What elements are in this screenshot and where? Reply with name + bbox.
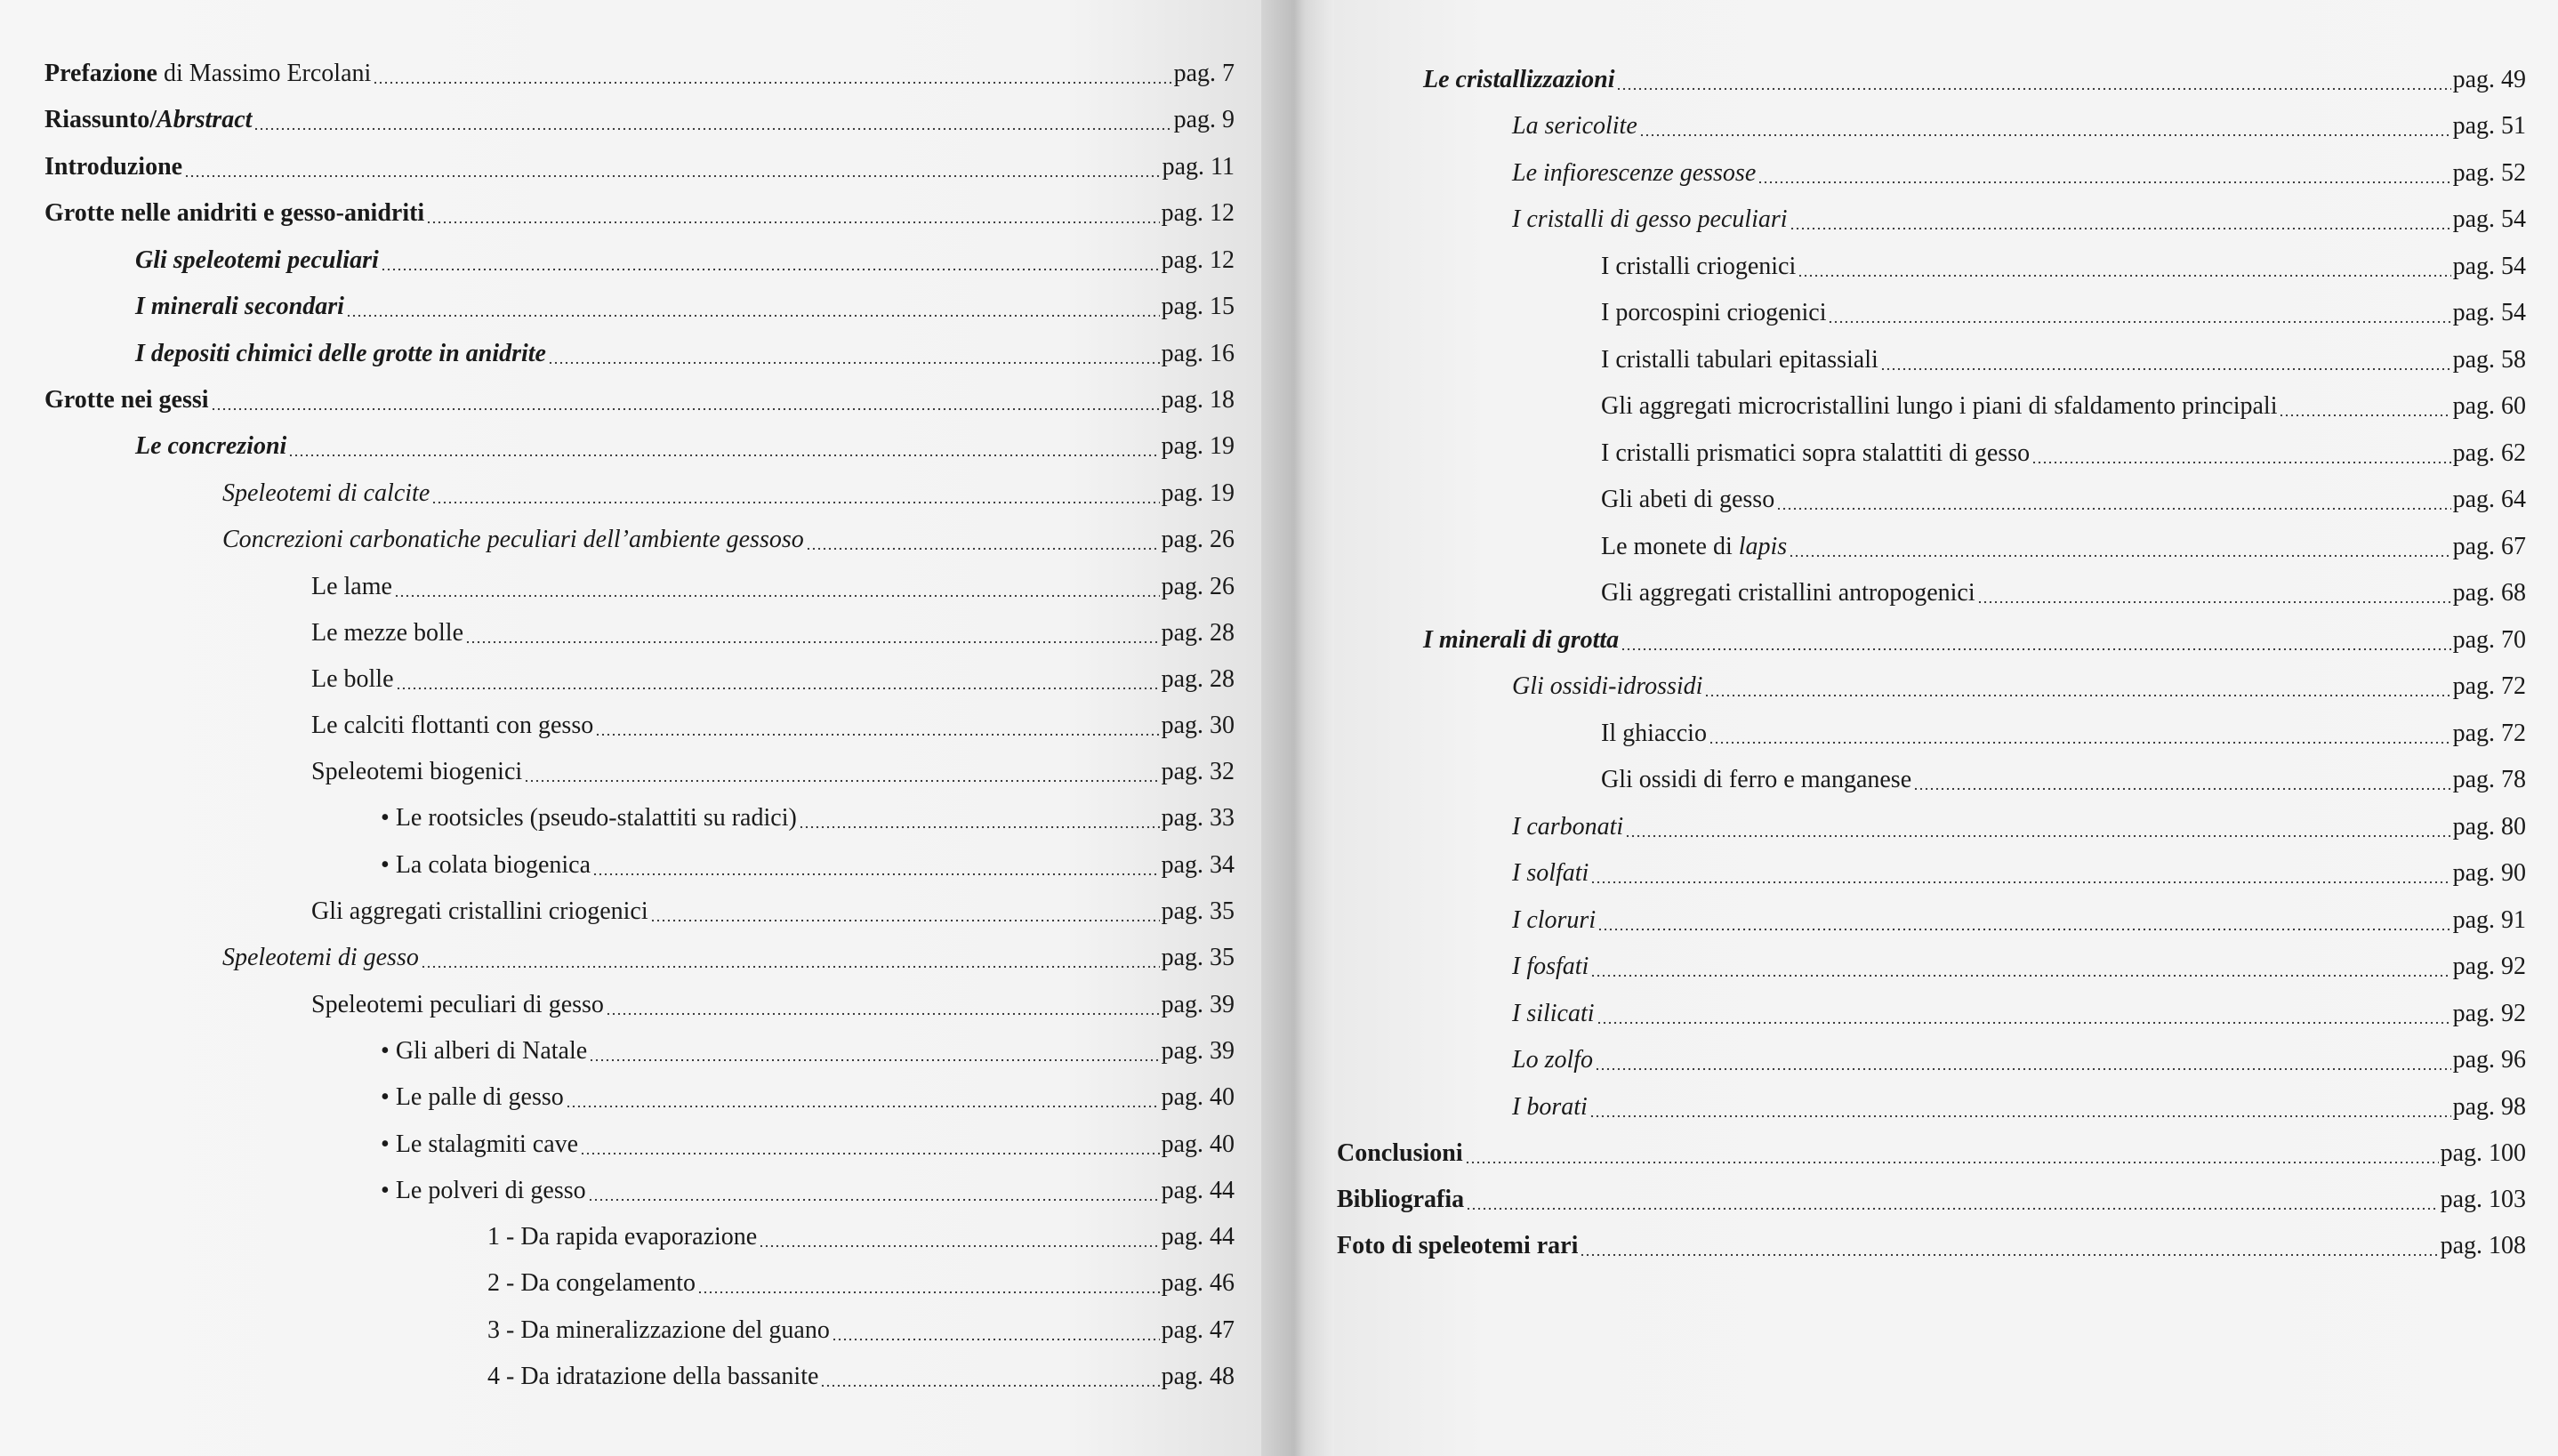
toc-title-text: I solfati <box>1512 859 1589 887</box>
toc-entry-le-polveri-di-gesso <box>381 1171 1235 1207</box>
toc-title-text: 3 - Da mineralizzazione del guano <box>487 1316 830 1344</box>
toc-page-number: pag. 49 <box>2452 66 2526 93</box>
toc-title-text: Grotte nelle anidriti e gesso-anidriti <box>44 199 425 227</box>
toc-title <box>1512 671 1702 703</box>
toc-page-number: pag. 9 <box>1173 106 1235 133</box>
toc-title <box>487 1315 830 1347</box>
toc-title <box>44 151 182 183</box>
toc-title <box>381 802 797 834</box>
toc-page-number: pag. 40 <box>1161 1083 1235 1111</box>
book-gutter <box>1261 0 1334 1456</box>
toc-entry-grotte-nei-gessi <box>44 381 1235 416</box>
toc-page-number: pag. 96 <box>2452 1046 2526 1074</box>
toc-entry-speleotemi-biogenici <box>311 752 1235 788</box>
toc-title-text: Le mezze bolle <box>311 619 464 647</box>
toc-title <box>1601 577 1975 609</box>
dot-leader <box>1580 1234 2438 1257</box>
toc-page-number: pag. 35 <box>1161 944 1235 971</box>
toc-title-text: La colata biogenica <box>395 851 591 879</box>
toc-page-number: pag. 15 <box>1161 293 1235 320</box>
toc-page-number: pag. 90 <box>2452 859 2526 887</box>
toc-title <box>135 338 546 370</box>
toc-title-text: Prefazione <box>44 60 157 87</box>
toc-entry-la-sericolite <box>1512 107 2526 142</box>
dot-leader <box>2031 441 2450 464</box>
toc-title-text: I cristalli criogenici <box>1601 253 1797 280</box>
dot-leader <box>1625 815 2450 838</box>
table-of-contents-right <box>1334 0 2558 1456</box>
toc-page-number: pag. 30 <box>1161 712 1235 739</box>
dot-leader <box>697 1271 1160 1294</box>
toc-entry-i-cristalli-criogenici <box>1601 247 2526 283</box>
toc-page-number: pag. 72 <box>2452 672 2526 700</box>
toc-title-text: Le monete di <box>1601 533 1739 560</box>
toc-page-number: pag. 34 <box>1161 851 1235 879</box>
toc-page-number: pag. 103 <box>2440 1186 2526 1213</box>
toc-title-text: Le polveri di gesso <box>395 1177 586 1204</box>
dot-leader <box>548 342 1160 365</box>
toc-title-text: I cristalli prismatici sopra stalattiti di gesso <box>1601 439 2031 467</box>
toc-entry-la-colata-biogenica <box>381 846 1235 881</box>
toc-title <box>1337 1138 1463 1170</box>
left-page <box>0 0 1261 1456</box>
dot-leader <box>288 434 1159 457</box>
toc-entry-le-concrezioni <box>135 427 1235 463</box>
toc-entry-i-cloruri <box>1512 901 2526 937</box>
dot-leader <box>820 1364 1159 1388</box>
dot-leader <box>465 621 1160 644</box>
dot-leader <box>592 853 1160 876</box>
toc-entry-le-lame <box>311 567 1235 603</box>
toc-title <box>135 245 379 277</box>
dot-leader <box>1639 114 2451 137</box>
toc-entry-prefazione <box>44 54 1235 90</box>
toc-title <box>1423 624 1619 656</box>
toc-title <box>1601 718 1707 750</box>
toc-page-number: pag. 47 <box>1161 1316 1235 1344</box>
toc-title <box>1512 204 1788 236</box>
toc-entry-i-solfati <box>1512 854 2526 889</box>
toc-title-text: Gli speleotemi peculiari <box>135 246 379 274</box>
toc-entry-gli-aggregati-cristallini-antropogenici <box>1601 574 2526 609</box>
toc-entry-grotte-nelle-anidriti-e-gesso-anidriti <box>44 194 1235 229</box>
toc-title-text: I cristalli di gesso peculiari <box>1512 205 1788 233</box>
toc-entry-speleotemi-di-gesso <box>222 938 1235 974</box>
toc-page-number: pag. 70 <box>2452 626 2526 654</box>
toc-page-number: pag. 60 <box>2452 392 2526 420</box>
toc-title <box>311 710 593 742</box>
toc-title <box>487 1221 757 1253</box>
toc-entry-3-da-mineralizzazione-del-guano <box>487 1311 1235 1347</box>
toc-title-text: Gli abeti di gesso <box>1601 486 1775 513</box>
toc-title-text: Lo zolfo <box>1512 1046 1594 1074</box>
toc-entry-i-minerali-secondari <box>135 287 1235 323</box>
toc-entry-le-palle-di-gesso <box>381 1078 1235 1114</box>
toc-title-suffix: di Massimo Ercolani <box>157 60 372 87</box>
toc-entry-i-cristalli-prismatici-sopra-stalattiti- <box>1601 434 2526 470</box>
toc-entry-gli-ossidi-di-ferro-e-manganese <box>1601 760 2526 796</box>
toc-title-text: Concrezioni carbonatiche peculiari dell’ambiente gessoso <box>222 526 804 553</box>
toc-title-text: Grotte nei gessi <box>44 386 209 414</box>
toc-page-number: pag. 72 <box>2452 720 2526 747</box>
toc-title <box>1512 1044 1593 1076</box>
toc-title-text: 4 - Da idratazione della bassanite <box>487 1363 819 1390</box>
toc-entry-gli-aggregati-cristallini-criogenici <box>311 892 1235 928</box>
toc-title <box>1512 951 1589 983</box>
toc-title-text: Gli ossidi-idrossidi <box>1512 672 1703 700</box>
dot-leader <box>394 575 1160 598</box>
dot-leader <box>606 993 1160 1016</box>
dot-leader <box>589 1039 1159 1062</box>
toc-title-text: I minerali secondari <box>135 293 344 320</box>
dot-leader <box>1776 487 2450 511</box>
toc-page-number: pag. 19 <box>1161 432 1235 460</box>
dot-leader <box>1597 908 2450 931</box>
toc-title-text: Bibliografia <box>1337 1186 1465 1213</box>
toc-title <box>1512 1091 1588 1123</box>
toc-title <box>1512 811 1623 843</box>
dot-leader <box>1798 254 2450 278</box>
toc-title <box>381 849 591 881</box>
toc-entry-foto-di-speleotemi-rari <box>1337 1227 2526 1262</box>
dot-leader <box>1621 628 2450 651</box>
toc-entry-le-bolle <box>311 660 1235 696</box>
toc-entry-le-monete-di <box>1601 527 2526 563</box>
toc-entry-gli-speleotemi-peculiari <box>135 241 1235 277</box>
toc-title <box>1601 764 1911 796</box>
toc-page-number: pag. 98 <box>2452 1093 2526 1121</box>
toc-title-text: Gli aggregati cristallini antropogenici <box>1601 579 1975 607</box>
toc-entry-i-minerali-di-grotta <box>1423 621 2526 656</box>
toc-page-number: pag. 44 <box>1161 1223 1235 1251</box>
toc-title <box>487 1267 696 1299</box>
toc-title <box>311 989 604 1021</box>
toc-page-number: pag. 64 <box>2452 486 2526 513</box>
toc-page-number: pag. 92 <box>2452 1000 2526 1027</box>
dot-leader <box>1595 1048 2451 1071</box>
dot-leader <box>1704 674 2450 697</box>
toc-page-number: pag. 62 <box>2452 439 2526 467</box>
dot-leader <box>211 388 1160 411</box>
toc-title-text: Speleotemi di calcite <box>222 479 430 507</box>
toc-title-text: I cloruri <box>1512 906 1597 934</box>
toc-title-text: I cristalli tabulari epitassiali <box>1601 346 1878 374</box>
toc-title-text: Introduzione <box>44 153 183 181</box>
toc-page-number: pag. 91 <box>2452 906 2526 934</box>
toc-entry-speleotemi-peculiari-di-gesso <box>311 985 1235 1021</box>
toc-title-text: Le bolle <box>311 665 394 693</box>
toc-title <box>1601 531 1787 563</box>
toc-title-text: I depositi chimici delle grotte in anidrite <box>135 340 546 367</box>
dot-leader <box>524 760 1159 783</box>
toc-title <box>381 1175 586 1207</box>
toc-title <box>381 1082 564 1114</box>
toc-entry-i-porcospini-criogenici <box>1601 294 2526 329</box>
dot-leader <box>2279 394 2450 417</box>
toc-title <box>44 104 252 136</box>
dot-leader <box>580 1132 1160 1155</box>
dot-leader <box>588 1178 1160 1202</box>
toc-title-text: Riassunto/ <box>44 106 157 133</box>
toc-title <box>1423 64 1614 96</box>
toc-page-number: pag. 108 <box>2440 1232 2526 1259</box>
table-of-contents-left <box>0 0 1261 1456</box>
toc-entry-i-carbonati <box>1512 808 2526 843</box>
toc-title <box>44 384 209 416</box>
toc-title <box>1601 390 2277 422</box>
toc-page-number: pag. 54 <box>2452 299 2526 326</box>
toc-title <box>1337 1184 1464 1216</box>
toc-entry-4-da-idratazione-della-bassanite <box>487 1357 1235 1393</box>
toc-page-number: pag. 54 <box>2452 205 2526 233</box>
toc-entry-i-fosfati <box>1512 947 2526 983</box>
toc-entry-i-silicati <box>1512 994 2526 1030</box>
toc-title <box>1512 857 1589 889</box>
toc-title-text: Gli aggregati microcristallini lungo i piani di sfaldamento principali <box>1601 392 2278 420</box>
toc-title-text: I fosfati <box>1512 953 1589 980</box>
dot-leader <box>799 806 1160 829</box>
dot-leader <box>595 713 1159 736</box>
toc-title-text: Le lame <box>311 573 392 600</box>
toc-page-number: pag. 39 <box>1161 991 1235 1018</box>
toc-page-number: pag. 92 <box>2452 953 2526 980</box>
toc-title-text: I porcospini criogenici <box>1601 299 1827 326</box>
dot-leader <box>650 899 1160 922</box>
toc-title <box>222 524 804 556</box>
toc-title <box>381 1129 578 1161</box>
toc-title <box>1601 438 2030 470</box>
toc-entry-lo-zolfo <box>1512 1041 2526 1076</box>
toc-entry-i-cristalli-tabulari-epitassiali <box>1601 341 2526 376</box>
toc-page-number: pag. 26 <box>1161 573 1235 600</box>
toc-page-number: pag. 44 <box>1161 1177 1235 1204</box>
toc-page-number: pag. 39 <box>1161 1037 1235 1065</box>
dot-leader <box>1597 1002 2451 1025</box>
toc-title <box>1601 344 1878 376</box>
toc-page-number: pag. 16 <box>1161 340 1235 367</box>
toc-page-number: pag. 19 <box>1161 479 1235 507</box>
toc-title <box>1512 157 1756 189</box>
dot-leader <box>184 155 1161 178</box>
dot-leader <box>832 1318 1160 1341</box>
toc-page-number: pag. 46 <box>1161 1269 1235 1297</box>
toc-title-text: Foto di speleotemi rari <box>1337 1232 1579 1259</box>
toc-entry-i-cristalli-di-gesso-peculiari <box>1512 200 2526 236</box>
dot-leader <box>1616 68 2450 91</box>
toc-title-text: I silicati <box>1512 1000 1595 1027</box>
dot-leader <box>426 201 1159 224</box>
dot-leader <box>806 527 1160 551</box>
toc-title-text: Le concrezioni <box>135 432 287 460</box>
toc-title-text: I borati <box>1512 1093 1588 1121</box>
toc-title-italic-suffix: lapis <box>1738 533 1788 560</box>
dot-leader <box>1977 581 2451 604</box>
toc-entry-le-calciti-flottanti-con-gesso <box>311 706 1235 742</box>
toc-page-number: pag. 58 <box>2452 346 2526 374</box>
toc-title <box>311 664 394 696</box>
toc-title-italic-suffix: Abrstract <box>157 106 253 133</box>
dot-leader <box>759 1225 1159 1248</box>
toc-page-number: pag. 28 <box>1161 665 1235 693</box>
toc-title-text: Le palle di gesso <box>395 1083 564 1111</box>
toc-page-number: pag. 12 <box>1161 199 1235 227</box>
toc-entry-le-stalagmiti-cave <box>381 1125 1235 1161</box>
toc-title <box>222 942 419 974</box>
toc-title <box>222 478 430 510</box>
toc-entry-2-da-congelamento <box>487 1264 1235 1299</box>
toc-title-text: Le calciti flottanti con gesso <box>311 712 594 739</box>
dot-leader <box>1880 348 2451 371</box>
dot-leader <box>1758 161 2450 184</box>
toc-title <box>135 430 286 463</box>
toc-page-number: pag. 32 <box>1161 758 1235 785</box>
toc-entry-1-da-rapida-evaporazione <box>487 1218 1235 1253</box>
toc-title <box>311 571 392 603</box>
toc-page-number: pag. 11 <box>1162 153 1235 181</box>
toc-title <box>381 1035 587 1067</box>
toc-title-text: Il ghiaccio <box>1601 720 1707 747</box>
toc-entry-concrezioni-carbonatiche-peculiari-dell- <box>222 520 1235 556</box>
right-page <box>1334 0 2558 1456</box>
toc-title-text: Le stalagmiti cave <box>395 1130 579 1158</box>
dot-leader <box>253 108 1171 131</box>
toc-title <box>1601 484 1774 516</box>
toc-page-number: pag. 33 <box>1161 804 1235 832</box>
toc-title-text: Le cristallizzazioni <box>1423 66 1615 93</box>
toc-entry-il-ghiaccio <box>1601 714 2526 750</box>
dot-leader <box>346 294 1160 318</box>
toc-entry-introduzione <box>44 148 1235 183</box>
toc-entry-le-rootsicles-pseudo-stalattiti-su-radic <box>381 799 1235 834</box>
toc-entry-gli-alberi-di-natale <box>381 1032 1235 1067</box>
toc-page-number: pag. 40 <box>1161 1130 1235 1158</box>
dot-leader <box>1789 535 2450 558</box>
toc-title-text: La sericolite <box>1512 112 1637 140</box>
toc-title <box>44 197 424 229</box>
toc-page-number: pag. 54 <box>2452 253 2526 280</box>
toc-page-number: pag. 68 <box>2452 579 2526 607</box>
toc-entry-le-mezze-bolle <box>311 614 1235 649</box>
toc-page-number: pag. 67 <box>2452 533 2526 560</box>
toc-title <box>311 896 648 928</box>
toc-entry-le-infiorescenze-gessose <box>1512 154 2526 189</box>
toc-entry-le-cristallizzazioni <box>1423 60 2526 96</box>
toc-title <box>135 291 344 323</box>
toc-title-text: Speleotemi peculiari di gesso <box>311 991 604 1018</box>
toc-entry-gli-ossidi-idrossidi <box>1512 667 2526 703</box>
dot-leader <box>1790 207 2451 230</box>
toc-title-text: Speleotemi biogenici <box>311 758 523 785</box>
toc-page-number: pag. 7 <box>1173 60 1235 87</box>
toc-title-text: I carbonati <box>1512 813 1624 841</box>
toc-title-text: Speleotemi di gesso <box>222 944 419 971</box>
toc-entry-riassunto <box>44 101 1235 136</box>
toc-page-number: pag. 18 <box>1161 386 1235 414</box>
toc-page-number: pag. 12 <box>1161 246 1235 274</box>
toc-entry-i-depositi-chimici-delle-grotte-in-anidr <box>135 334 1235 370</box>
toc-title-text: 2 - Da congelamento <box>487 1269 696 1297</box>
toc-title <box>44 58 371 90</box>
toc-page-number: pag. 52 <box>2452 159 2526 187</box>
dot-leader <box>1590 954 2450 977</box>
dot-leader <box>396 667 1160 690</box>
dot-leader <box>373 61 1171 84</box>
dot-leader <box>431 481 1159 504</box>
dot-leader <box>1589 1095 2451 1118</box>
toc-title <box>1512 905 1596 937</box>
toc-page-number: pag. 48 <box>1161 1363 1235 1390</box>
toc-entry-conclusioni <box>1337 1134 2526 1170</box>
toc-entry-gli-aggregati-microcristallini-lungo-i-p <box>1601 387 2526 422</box>
toc-page-number: pag. 100 <box>2440 1139 2526 1167</box>
dot-leader <box>421 945 1160 969</box>
toc-title-text: Gli aggregati cristallini criogenici <box>311 897 648 925</box>
dot-leader <box>566 1085 1160 1108</box>
toc-entry-gli-abeti-di-gesso <box>1601 480 2526 516</box>
toc-entry-i-borati <box>1512 1088 2526 1123</box>
toc-page-number: pag. 51 <box>2452 112 2526 140</box>
dot-leader <box>1913 768 2450 791</box>
toc-title-text: Gli alberi di Natale <box>395 1037 588 1065</box>
dot-leader <box>1465 1141 2439 1164</box>
toc-title-text: Le rootsicles (pseudo-stalattiti su radici) <box>395 804 797 832</box>
toc-page-number: pag. 35 <box>1161 897 1235 925</box>
toc-page-number: pag. 78 <box>2452 766 2526 793</box>
toc-title <box>1512 998 1595 1030</box>
toc-title <box>1601 251 1796 283</box>
toc-page-number: pag. 28 <box>1161 619 1235 647</box>
toc-title-text: Conclusioni <box>1337 1139 1463 1167</box>
toc-title <box>1601 297 1826 329</box>
toc-title <box>311 617 463 649</box>
toc-title-text: I minerali di grotta <box>1423 626 1620 654</box>
toc-page-number: pag. 26 <box>1161 526 1235 553</box>
dot-leader <box>1590 861 2450 884</box>
dot-leader <box>1828 301 2450 324</box>
toc-title-text: Gli ossidi di ferro e manganese <box>1601 766 1912 793</box>
toc-entry-speleotemi-di-calcite <box>222 474 1235 510</box>
dot-leader <box>381 248 1160 271</box>
toc-page-number: pag. 80 <box>2452 813 2526 841</box>
toc-title-text: Le infiorescenze gessose <box>1512 159 1757 187</box>
toc-title <box>1512 110 1637 142</box>
dot-leader <box>1466 1187 2438 1211</box>
toc-title-text: 1 - Da rapida evaporazione <box>487 1223 758 1251</box>
toc-title <box>1337 1230 1578 1262</box>
toc-entry-bibliografia <box>1337 1180 2526 1216</box>
toc-title <box>487 1361 818 1393</box>
dot-leader <box>1709 721 2451 744</box>
toc-title <box>311 756 522 788</box>
